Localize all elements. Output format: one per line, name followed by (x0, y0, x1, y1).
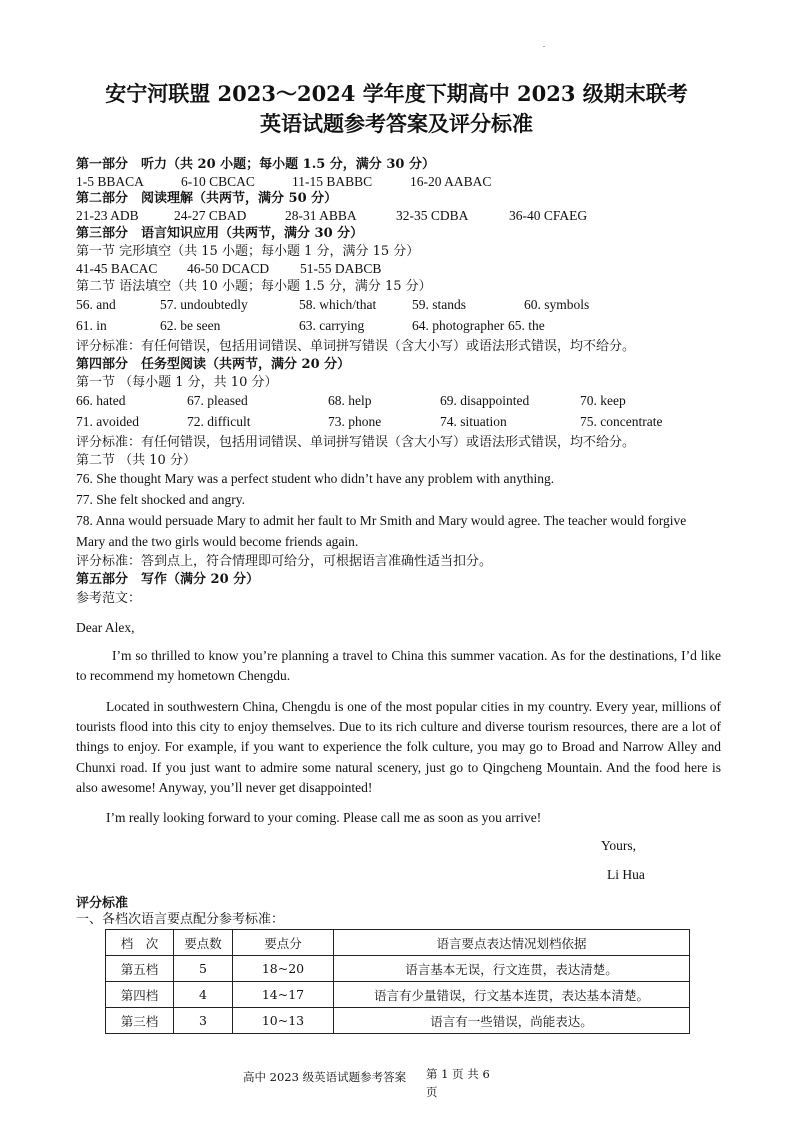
answer-item: 64. photographer (412, 318, 505, 333)
answer-group: 36-40 CFAEG (509, 208, 588, 223)
part1-heading: 第一部分 听力（共 20 小题；每小题 1.5 分，满分 30 分） (76, 157, 435, 172)
answer-group: 51-55 DABCB (300, 261, 382, 276)
table-cell: 18~20 (233, 956, 334, 982)
answer-item: 75. concentrate (580, 414, 663, 429)
answer-group: 1-5 BBACA (76, 174, 144, 189)
answer-group: 41-45 BACAC (76, 261, 158, 276)
part3-heading: 第三部分 语言知识应用（共两节，满分 30 分） (76, 226, 364, 241)
table-cell: 第四档 (106, 982, 174, 1008)
table-cell: 语言有少量错误，行文基本连贯，表达基本清楚。 (334, 982, 690, 1008)
letter-greeting: Dear Alex, (76, 620, 135, 635)
table-row (106, 1008, 690, 1034)
part5-heading: 第五部分 写作（满分 20 分） (76, 572, 260, 587)
letter-paragraph-3: I’m really looking forward to your coming. Please call me as soon as you arrive! (106, 810, 542, 825)
answer-group: 28-31 ABBA (285, 208, 357, 223)
part3-section1: 第一节 完形填空（共 15 小题；每小题 1 分，满分 15 分） (76, 244, 420, 259)
sample-label: 参考范文： (76, 591, 142, 606)
footer-title: 高中 2023 级英语试题参考答案 (243, 1070, 407, 1084)
letter-paragraph-1: I’m so thrilled to know you’re planning a travel to China this summer vacation. As for the destinations, I’d like to recommend my hometown Chengdu. (76, 648, 721, 684)
answer-item: 68. help (328, 393, 372, 408)
answer-item: 69. disappointed (440, 393, 530, 408)
table-cell: 语言有一些错误，尚能表达。 (334, 1008, 690, 1034)
answer-item: 65. the (508, 318, 545, 333)
letter-signature: Li Hua (607, 867, 645, 882)
answer-item: 70. keep (580, 393, 626, 408)
table-row (106, 982, 690, 1008)
table-header-row (106, 930, 690, 956)
column-header: 要点分 (233, 930, 334, 956)
grading-subheading: 一、各档次语言要点配分参考标准： (76, 912, 285, 927)
table-cell: 第五档 (106, 956, 174, 982)
column-header: 档 次 (106, 930, 174, 956)
table-cell: 3 (174, 1008, 233, 1034)
answer-item: 61. in (76, 318, 107, 333)
part3-section2: 第二节 语法填空（共 10 小题；每小题 1.5 分，满分 15 分） (76, 279, 432, 294)
corner-dot: . (543, 40, 545, 49)
answer-78-line1: 78. Anna would persuade Mary to admit her fault to Mr Smith and Mary would agree. The teacher would forgive (76, 513, 687, 528)
grading-heading: 评分标准 (76, 896, 129, 911)
answer-group: 6-10 CBCAC (181, 174, 255, 189)
answer-item: 73. phone (328, 414, 382, 429)
part4-criteria2: 评分标准：答到点上，符合情理即可给分，可根据语言准确性适当扣分。 (76, 554, 493, 569)
answer-group: 46-50 DCACD (187, 261, 270, 276)
table-cell: 语言基本无误，行文连贯，表达清楚。 (334, 956, 690, 982)
letter-closing: Yours, (601, 838, 637, 853)
page-number-wrap: 页 (426, 1085, 438, 1099)
answer-item: 74. situation (440, 414, 507, 429)
answer-item: 66. hated (76, 393, 126, 408)
answer-item: 62. be seen (160, 318, 221, 333)
part4-section1: 第一节 （每小题 1 分，共 10 分） (76, 375, 278, 390)
table-row (106, 956, 690, 982)
answer-item: 60. symbols (524, 297, 590, 312)
answer-group: 11-15 BABBC (292, 174, 373, 189)
table-cell: 第三档 (106, 1008, 174, 1034)
column-header: 要点数 (174, 930, 233, 956)
answer-76: 76. She thought Mary was a perfect student who didn’t have any problem with anything. (76, 471, 555, 486)
answer-group: 21-23 ADB (76, 208, 139, 223)
part4-heading: 第四部分 任务型阅读（共两节，满分 20 分） (76, 357, 351, 372)
answer-group: 24-27 CBAD (174, 208, 247, 223)
part2-heading: 第二部分 阅读理解（共两节，满分 50 分） (76, 191, 338, 206)
answer-item: 56. and (76, 297, 116, 312)
answer-key-title: 英语试题参考答案及评分标准 (260, 111, 533, 136)
answer-group: 16-20 AABAC (410, 174, 492, 189)
answer-item: 59. stands (412, 297, 466, 312)
answer-item: 67. pleased (187, 393, 248, 408)
exam-title: 安宁河联盟 2023～2024 学年度下期高中 2023 级期末联考 (105, 81, 688, 106)
grading-table (105, 929, 690, 1034)
answer-item: 57. undoubtedly (160, 297, 248, 312)
part4-section2: 第二节 （共 10 分） (76, 453, 196, 468)
part3-criteria: 评分标准：有任何错误，包括用词错误、单词拼写错误（含大小写）或语法形式错误，均不给分。 (76, 339, 636, 354)
column-header: 语言要点表达情况划档依据 (334, 930, 690, 956)
answer-item: 58. which/that (299, 297, 377, 312)
answer-item: 72. difficult (187, 414, 251, 429)
answer-item: 63. carrying (299, 318, 365, 333)
table-cell: 14~17 (233, 982, 334, 1008)
answer-item: 71. avoided (76, 414, 139, 429)
page-number: 第 1 页 共 6 (426, 1067, 490, 1081)
table-cell: 10~13 (233, 1008, 334, 1034)
answer-group: 32-35 CDBA (396, 208, 469, 223)
answer-77: 77. She felt shocked and angry. (76, 492, 245, 507)
part4-criteria: 评分标准：有任何错误，包括用词错误、单词拼写错误（含大小写）或语法形式错误，均不给分。 (76, 435, 636, 450)
table-cell: 5 (174, 956, 233, 982)
table-cell: 4 (174, 982, 233, 1008)
letter-paragraph-2: Located in southwestern China, Chengdu is one of the most popular cities in my country. Every year, millions of tourists flood into this city to enjoy themselves. Due to its rich culture and diverse tourism resources, there are a lot of things to enjoy. For example, if you want to experience the folk culture, you may go to Broad and Narrow Alley and Chunxi road. If you just want to admire some natural scenery, just go to Qingcheng Mountain. And the food here is also awesome! Anyway, you’ll never get disappointed! (76, 699, 721, 795)
answer-78-line2: Mary and the two girls would become friends again. (76, 534, 359, 549)
